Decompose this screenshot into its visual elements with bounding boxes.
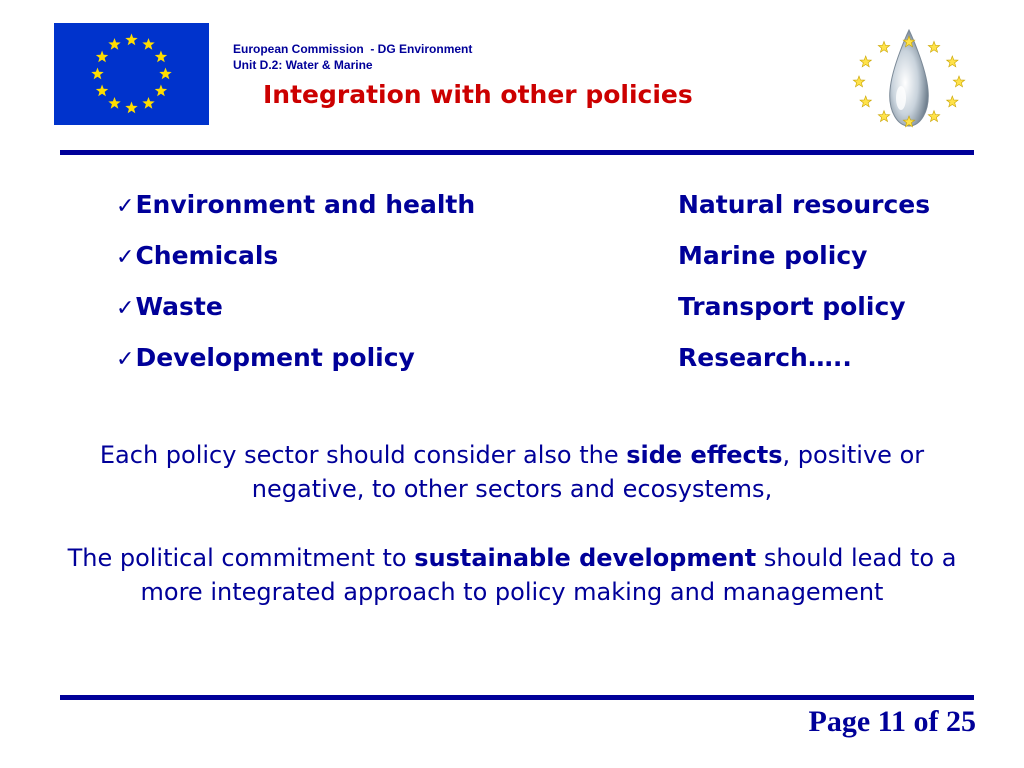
policy-label: Waste (135, 292, 223, 321)
star-icon (953, 76, 964, 87)
eu-flag-icon (54, 23, 209, 125)
list-item: Marine policy (678, 241, 868, 270)
star-icon (125, 102, 137, 114)
page-number: Page 11 of 25 (808, 705, 976, 738)
policy-label: Chemicals (135, 241, 279, 270)
bottom-divider (60, 695, 974, 700)
list-item: Transport policy (678, 292, 906, 321)
star-icon (108, 38, 120, 50)
org-unit: Unit D.2: Water & Marine (233, 58, 373, 72)
star-icon (928, 41, 939, 52)
star-icon (96, 85, 108, 97)
list-item (116, 288, 475, 339)
emphasis-text: side effects (626, 441, 783, 469)
star-icon (125, 34, 137, 46)
star-icon (860, 96, 871, 107)
org-name: European Commission - DG Environment (233, 42, 473, 56)
checkmark-icon: ✓ (116, 194, 135, 219)
star-icon (142, 97, 154, 109)
paragraph-text: , positive or negative, to other sectors and ecosystems, (251, 441, 925, 503)
paragraph-text: Each policy sector should consider also the (99, 441, 627, 469)
side-effects-paragraph (40, 438, 984, 506)
star-icon (91, 68, 103, 80)
emphasis-text: sustainable development (414, 544, 757, 572)
paragraph-text: The political commitment to (67, 544, 415, 572)
checkmark-icon: ✓ (116, 296, 135, 321)
star-icon (878, 41, 889, 52)
slide-title: Integration with other policies (263, 80, 693, 109)
other-policy-list (678, 186, 930, 390)
star-icon (142, 38, 154, 50)
organization-header (233, 41, 472, 73)
star-icon (96, 51, 108, 63)
star-icon (108, 97, 120, 109)
star-icon (947, 96, 958, 107)
star-icon (853, 76, 864, 87)
list-item: Research….. (678, 343, 852, 372)
policy-label: Development policy (135, 343, 415, 372)
star-icon (947, 56, 958, 67)
list-item: Natural resources (678, 190, 931, 219)
star-icon (155, 51, 167, 63)
star-icon (860, 56, 871, 67)
star-icon (155, 85, 167, 97)
policy-label: Environment and health (135, 190, 476, 219)
top-divider (60, 150, 974, 155)
star-icon (928, 111, 939, 122)
star-icon (159, 68, 171, 80)
checkmark-icon: ✓ (116, 347, 135, 372)
checked-policy-list (116, 186, 475, 390)
list-item (116, 186, 475, 237)
checkmark-icon: ✓ (116, 245, 135, 270)
list-item (116, 339, 475, 390)
sustainable-development-paragraph (40, 541, 984, 609)
water-drop-stars-icon (848, 26, 970, 132)
star-icon (878, 111, 889, 122)
paragraph-text: should lead to a more integrated approach to policy making and management (140, 544, 957, 606)
list-item (116, 237, 475, 288)
